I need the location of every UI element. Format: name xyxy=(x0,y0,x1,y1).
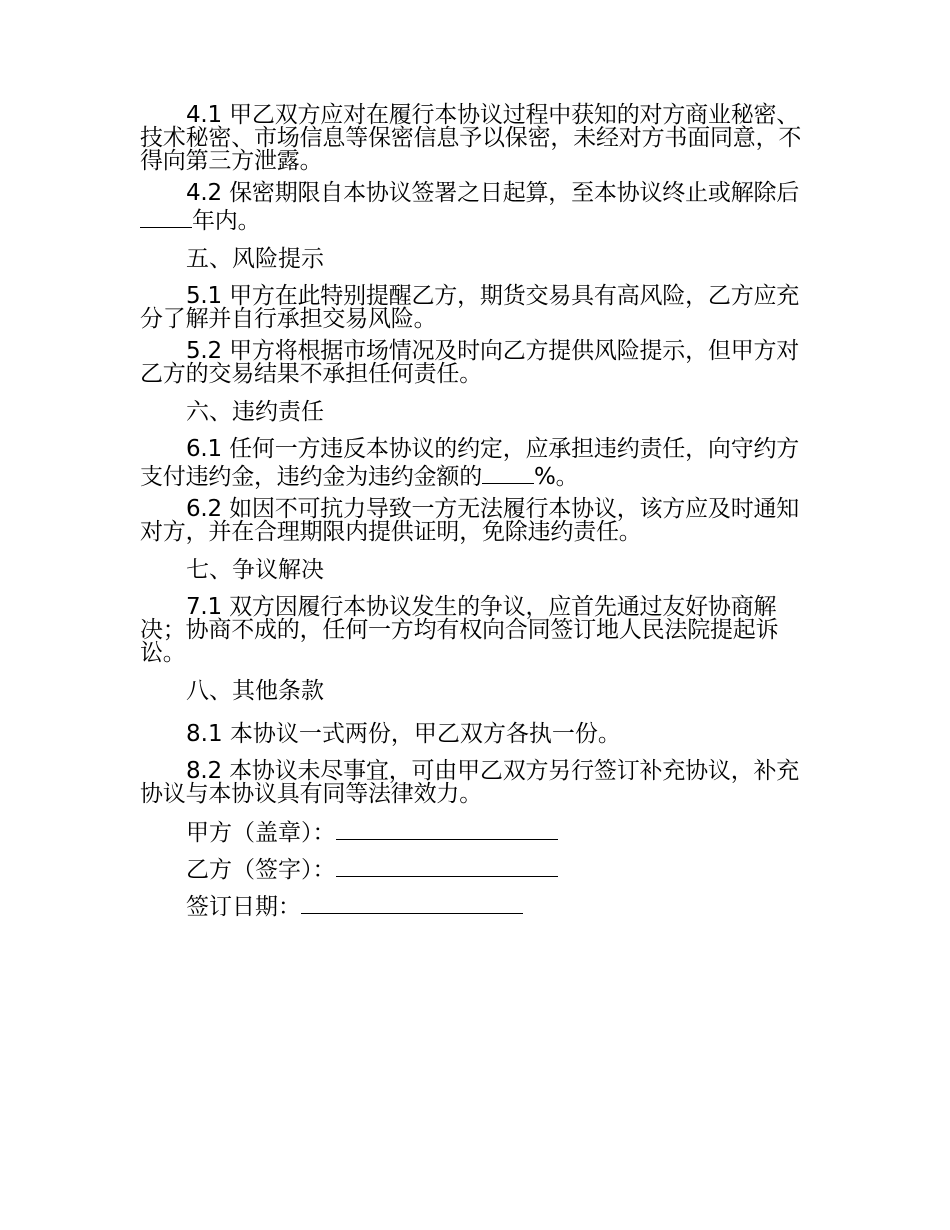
confidentiality-years-blank[interactable] xyxy=(140,205,192,228)
clause-5-2: 5.2 甲方将根据市场情况及时向乙方提供风险提示，但甲方对乙方的交易结果不承担任何责任。 xyxy=(140,338,800,387)
document-page xyxy=(140,104,812,926)
clause-5-1: 5.1 甲方在此特别提醒乙方，期货交易具有高风险，乙方应充分了解并自行承担交易风险。 xyxy=(140,283,800,332)
signing-date-blank[interactable] xyxy=(301,891,523,914)
section-heading-8: 八、其他条款 xyxy=(186,678,324,704)
clause-4-1: 4.1 甲乙双方应对在履行本协议过程中获知的对方商业秘密、技术秘密、市场信息等保密信息予以保密，未经对方书面同意，不得向第三方泄露。 xyxy=(140,102,802,174)
section-heading-5: 五、风险提示 xyxy=(186,246,324,272)
clause-8-1: 8.1 本协议一式两份，甲乙双方各执一份。 xyxy=(186,721,621,747)
clause-4-2-suffix: 年内。 xyxy=(192,208,261,234)
party-a-label: 甲方（盖章）： xyxy=(186,820,336,846)
section-heading-6: 六、违约责任 xyxy=(186,399,324,425)
party-a-signature-line xyxy=(140,815,812,852)
clause-6-1 xyxy=(140,438,812,489)
clause-7-1: 7.1 双方因履行本协议发生的争议，应首先通过友好协商解决；协商不成的，任何一方均有权向合同签订地人民法院提起诉讼。 xyxy=(140,594,779,666)
clause-8-2: 8.2 本协议未尽事宜，可由甲乙双方另行签订补充协议，补充协议与本协议具有同等法律效力。 xyxy=(140,758,800,807)
section-heading-7: 七、争议解决 xyxy=(186,557,324,583)
party-b-label: 乙方（签字）： xyxy=(186,857,336,883)
party-b-signature-blank[interactable] xyxy=(336,854,558,877)
clause-4-2-text: 4.2 保密期限自本协议签署之日起算，至本协议终止或解除后 xyxy=(186,180,800,206)
clause-4-2 xyxy=(140,182,812,233)
clause-6-1-text: 6.1 任何一方违反本协议的约定，应承担违约责任，向守约方支付违约金，违约金为违约金额的 xyxy=(140,436,800,490)
signing-date-line xyxy=(140,889,812,926)
party-b-signature-line xyxy=(140,852,812,889)
party-a-signature-blank[interactable] xyxy=(336,817,558,840)
penalty-percent-blank[interactable] xyxy=(482,461,534,484)
clause-6-1-suffix: %。 xyxy=(534,464,579,490)
clause-6-2: 6.2 如因不可抗力导致一方无法履行本协议，该方应及时通知对方，并在合理期限内提供证明，免除违约责任。 xyxy=(140,496,800,545)
signing-date-label: 签订日期： xyxy=(186,894,301,920)
